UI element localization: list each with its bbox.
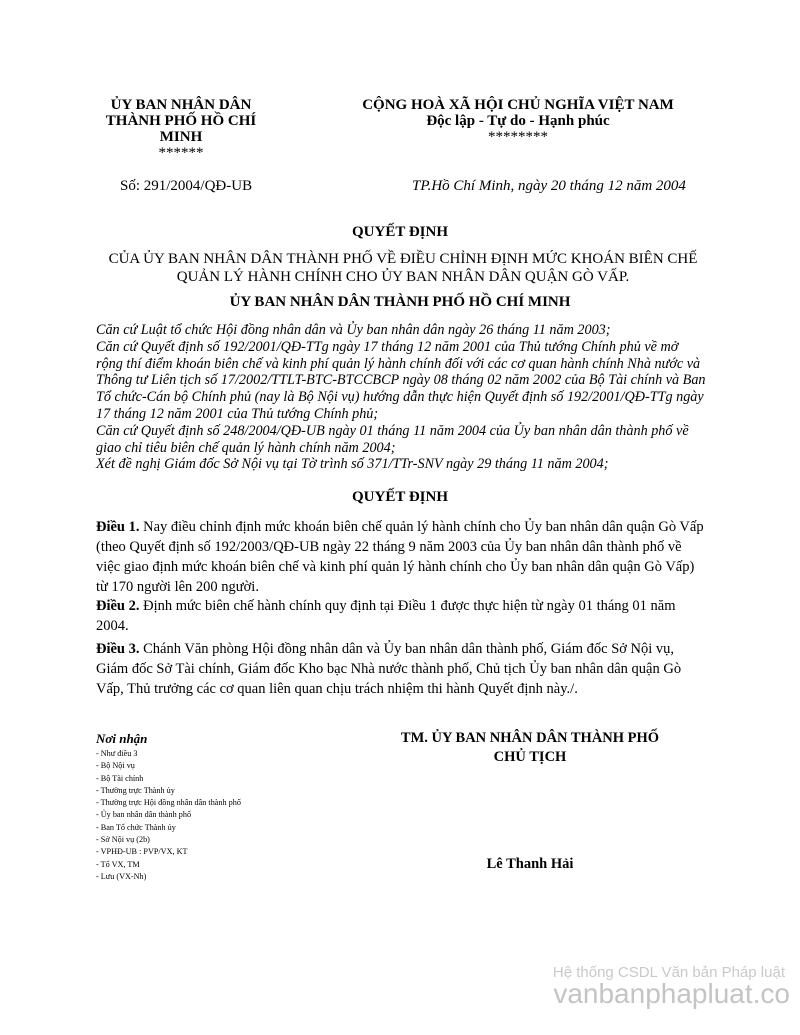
article-text: Nay điều chỉnh định mức khoán biên chế quản lý hành chính cho Ủy ban nhân dân quận Gò Vấp (theo Quyết định số 192/2003/QĐ-UB ngày 22 tháng 9 năm 2003 của Ủy ban nhân dân thành phố về việc giao định mức khoán biên chế và kinh phí quản lý hành chính cho Ủy ban nhân dân quận Gò Vấp) từ 170 người lên 200 người. bbox=[96, 519, 704, 595]
document-title: QUYẾT ĐỊNH bbox=[352, 224, 448, 240]
decision-heading: QUYẾT ĐỊNH bbox=[352, 489, 448, 505]
recipient-item: - Sở Nội vụ (2b) bbox=[96, 835, 150, 845]
article-label: Điều 1. bbox=[96, 519, 140, 535]
legal-basis bbox=[96, 322, 708, 473]
recipients-list bbox=[96, 748, 356, 883]
recipient-item: - VPHĐ-UB : PVP/VX, KT bbox=[96, 847, 188, 857]
motto: Độc lập - Tự do - Hạnh phúc bbox=[426, 113, 610, 129]
basis-item: Xét đề nghị Giám đốc Sở Nội vụ tại Tờ trình số 371/TTr-SNV ngày 29 tháng 11 năm 2004; bbox=[96, 456, 609, 473]
basis-item: Căn cứ Quyết định số 192/2001/QĐ-TTg ngày 17 tháng 12 năm 2001 của Thủ tướng Chính phủ về mở rộng thí điểm khoán biên chế và kinh phí quản lý hành chính đối với các cơ quan hành chính Nhà nước và Thông tư Liên tịch số 17/2002/TTLT-BTC-BTCCBCP ngày 08 tháng 02 năm 2002 của Bộ Tài chính và Ban Tổ chức-Cán bộ Chính phủ (nay là Bộ Nội vụ) hướng dẫn thực hiện Quyết định số 192/2001/QĐ-TTg ngày 17 tháng 12 năm 2001 của Thủ tướng Chính phủ; bbox=[96, 338, 706, 422]
recipient-item: - Như điều 3 bbox=[96, 749, 138, 758]
watermark-site: vanbanphapluat.co bbox=[553, 978, 790, 1009]
basis-item: Căn cứ Quyết định số 248/2004/QĐ-UB ngày 01 tháng 11 năm 2004 của Ủy ban nhân dân thành phố về giao chỉ tiêu biên chế quản lý hành chính năm 2004; bbox=[96, 422, 689, 456]
recipient-item: - Lưu (VX-Nh) bbox=[96, 871, 147, 881]
watermark-caption: Hệ thống CSDL Văn bản Pháp luật bbox=[552, 964, 785, 981]
signature-block bbox=[360, 729, 700, 767]
recipient-item: - Bộ Tài chính bbox=[96, 773, 144, 783]
article-label: Điều 3. bbox=[96, 641, 140, 657]
nation-name: CỘNG HOÀ XÃ HỘI CHỦ NGHĨA VIỆT NAM bbox=[362, 97, 674, 113]
recipient-item: - Tổ VX, TM bbox=[96, 859, 140, 869]
national-header bbox=[318, 97, 718, 145]
org-name-line2: THÀNH PHỐ HỒ CHÍ bbox=[105, 113, 257, 129]
article-3 bbox=[96, 639, 708, 699]
org-name-line3: MINH bbox=[159, 129, 203, 145]
motto-stars: ******** bbox=[488, 129, 548, 145]
article-text: Chánh Văn phòng Hội đồng nhân dân và Ủy ban nhân dân thành phố, Giám đốc Sở Nội vụ, Giám đốc Sở Tài chính, Giám đốc Kho bạc Nhà nước thành phố, Chủ tịch Ủy ban nhân dân quận Gò Vấp, Thủ trưởng các cơ quan liên quan chịu trách nhiệm thi hành Quyết định này./. bbox=[96, 641, 682, 697]
signer-on-behalf: TM. ỦY BAN NHÂN DÂN THÀNH PHỐ bbox=[400, 730, 660, 746]
recipient-item: - Thường trực Hội đồng nhân dân thành phố bbox=[96, 798, 241, 808]
recipients-heading: Nơi nhận bbox=[96, 731, 148, 746]
signer-name: Lê Thanh Hải bbox=[486, 856, 574, 872]
org-name-line1: ỦY BAN NHÂN DÂN bbox=[110, 97, 252, 113]
document-subject: CỦA ỦY BAN NHÂN DÂN THÀNH PHỐ VỀ ĐIỀU CHỈNH ĐỊNH MỨC KHOÁN BIÊN CHẾ QUẢN LÝ HÀNH CHÍNH CHO ỦY BAN NHÂN DÂN QUẬN GÒ VẤP. bbox=[108, 251, 698, 285]
issuing-organization bbox=[88, 97, 274, 161]
article-text: Định mức biên chế hành chính quy định tại Điều 1 được thực hiện từ ngày 01 tháng 01 năm 2004. bbox=[96, 598, 676, 634]
recipients bbox=[96, 731, 356, 883]
recipient-item: - Ủy ban nhân dân thành phố bbox=[96, 810, 192, 820]
signer-position: CHỦ TỊCH bbox=[493, 749, 567, 765]
basis-item: Căn cứ Luật tổ chức Hội đồng nhân dân và Ủy ban nhân dân ngày 26 tháng 11 năm 2003; bbox=[96, 322, 611, 338]
org-stars: ****** bbox=[158, 145, 204, 161]
article-2 bbox=[96, 596, 708, 636]
recipient-item: - Bộ Nội vụ bbox=[96, 761, 135, 771]
place-date: TP.Hồ Chí Minh, ngày 20 tháng 12 năm 2004 bbox=[412, 178, 686, 194]
recipient-item: - Thường trực Thành ủy bbox=[96, 785, 175, 795]
article-1 bbox=[96, 517, 708, 597]
recipient-item: - Ban Tổ chức Thành ủy bbox=[96, 822, 176, 832]
article-label: Điều 2. bbox=[96, 598, 140, 614]
issuer-heading: ỦY BAN NHÂN DÂN THÀNH PHỐ HỒ CHÍ MINH bbox=[229, 294, 571, 310]
document-number: Số: 291/2004/QĐ-UB bbox=[120, 178, 253, 194]
